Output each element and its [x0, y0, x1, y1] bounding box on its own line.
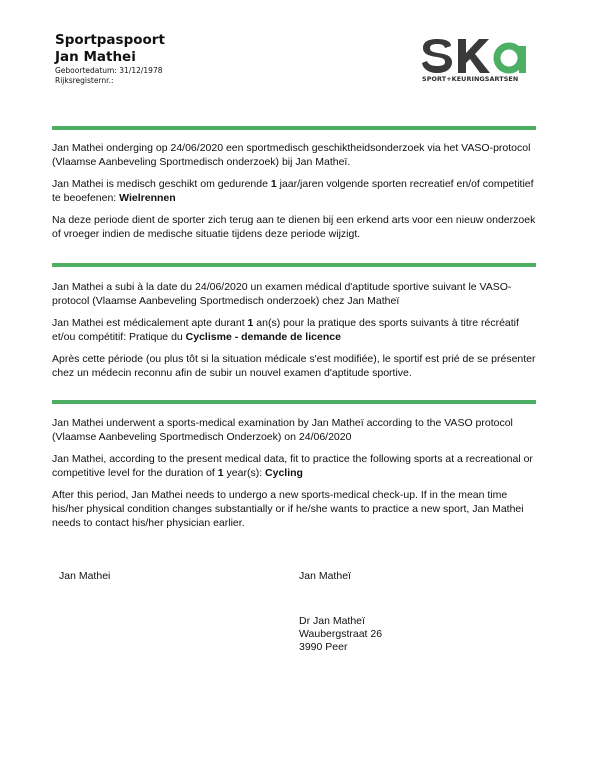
fr-sport: Cyclisme - demande de licence: [185, 331, 341, 343]
section-french: [52, 280, 536, 388]
nl-fitness-text: Jan Mathei is medisch geschikt om gedurende 1 jaar/jaren volgende sporten recreatief en/of competitief te beoefenen: Wielrennen: [52, 178, 534, 204]
ska-logo: [421, 38, 531, 88]
section-divider-fr: [52, 263, 536, 267]
section-dutch: [52, 141, 536, 249]
nl-followup-text: Na deze periode dient de sporter zich terug aan te dienen bij een erkend arts voor een nieuw onderzoek of vroeger indien de medische situatie tijdens deze periode wijzigt.: [52, 214, 536, 240]
doctor-name: Dr Jan Matheï: [299, 615, 365, 627]
fr-followup-text: Après cette période (ou plus tôt si la situation médicale s'est modifiée), le sportif est prié de se présenter chez un médecin reconnu afin de subir un nouvel examen d'aptitude sportive.: [52, 353, 536, 379]
logo-subtitle: SPORT+KEURINGSARTSEN: [422, 75, 519, 83]
fr-examination-text: Jan Mathei a subi à la date du 24/06/2020 un examen médical d'aptitude sportive suivant le VASO-protocol (Vlaamse Aanbeveling Sportmedisch onderzoek) chez Jan Matheï: [52, 281, 512, 307]
nl-examination-text: Jan Mathei onderging op 24/06/2020 een sportmedisch geschiktheidsonderzoek via het VASO-protocol (Vlaamse Aanbeveling Sportmedisch onderzoek) bij Jan Matheï.: [52, 142, 531, 168]
athlete-name: Jan Mathei: [55, 49, 136, 65]
en-examination-text: Jan Mathei underwent a sports-medical examination by Jan Matheï according to the VASO protocol (Vlaamse Aanbeveling Sportmedisch Onderzoek) on 24/06/2020: [52, 417, 513, 443]
en-sport: Cycling: [265, 467, 303, 479]
national-register-number: Rijksregisternr.:: [55, 76, 114, 85]
en-followup-text: After this period, Jan Mathei needs to undergo a new sports-medical check-up. If in the mean time his/her physical condition changes substantially or if he/she wants to practice a new sport, Jan Mathei needs to contact his/her physician earlier.: [52, 489, 524, 529]
document-title: Sportpaspoort: [55, 32, 165, 48]
birth-date: Geboortedatum: 31/12/1978: [55, 66, 163, 75]
athlete-signature-name: Jan Mathei: [59, 570, 111, 582]
doctor-signature-name: Jan Matheï: [299, 570, 351, 582]
doctor-city: 3990 Peer: [299, 641, 348, 653]
section-divider-top: [52, 126, 536, 130]
doctor-street: Waubergstraat 26: [299, 628, 383, 640]
en-fitness-text: Jan Mathei, according to the present medical data, fit to practice the following sports at a recreational or competitive level for the duration of 1 year(s): Cycling: [52, 453, 533, 479]
doctor-address: [299, 615, 382, 654]
document-header: [55, 32, 165, 86]
fr-fitness-text: Jan Mathei est médicalement apte durant 1 an(s) pour la pratique des sports suivants à titre récréatif et/ou compétitif: Pratique du Cyclisme - demande de licence: [52, 317, 519, 343]
ska-logo-mark: [421, 38, 531, 74]
section-english: [52, 416, 536, 538]
nl-sport: Wielrennen: [119, 192, 176, 204]
section-divider-en: [52, 400, 536, 404]
